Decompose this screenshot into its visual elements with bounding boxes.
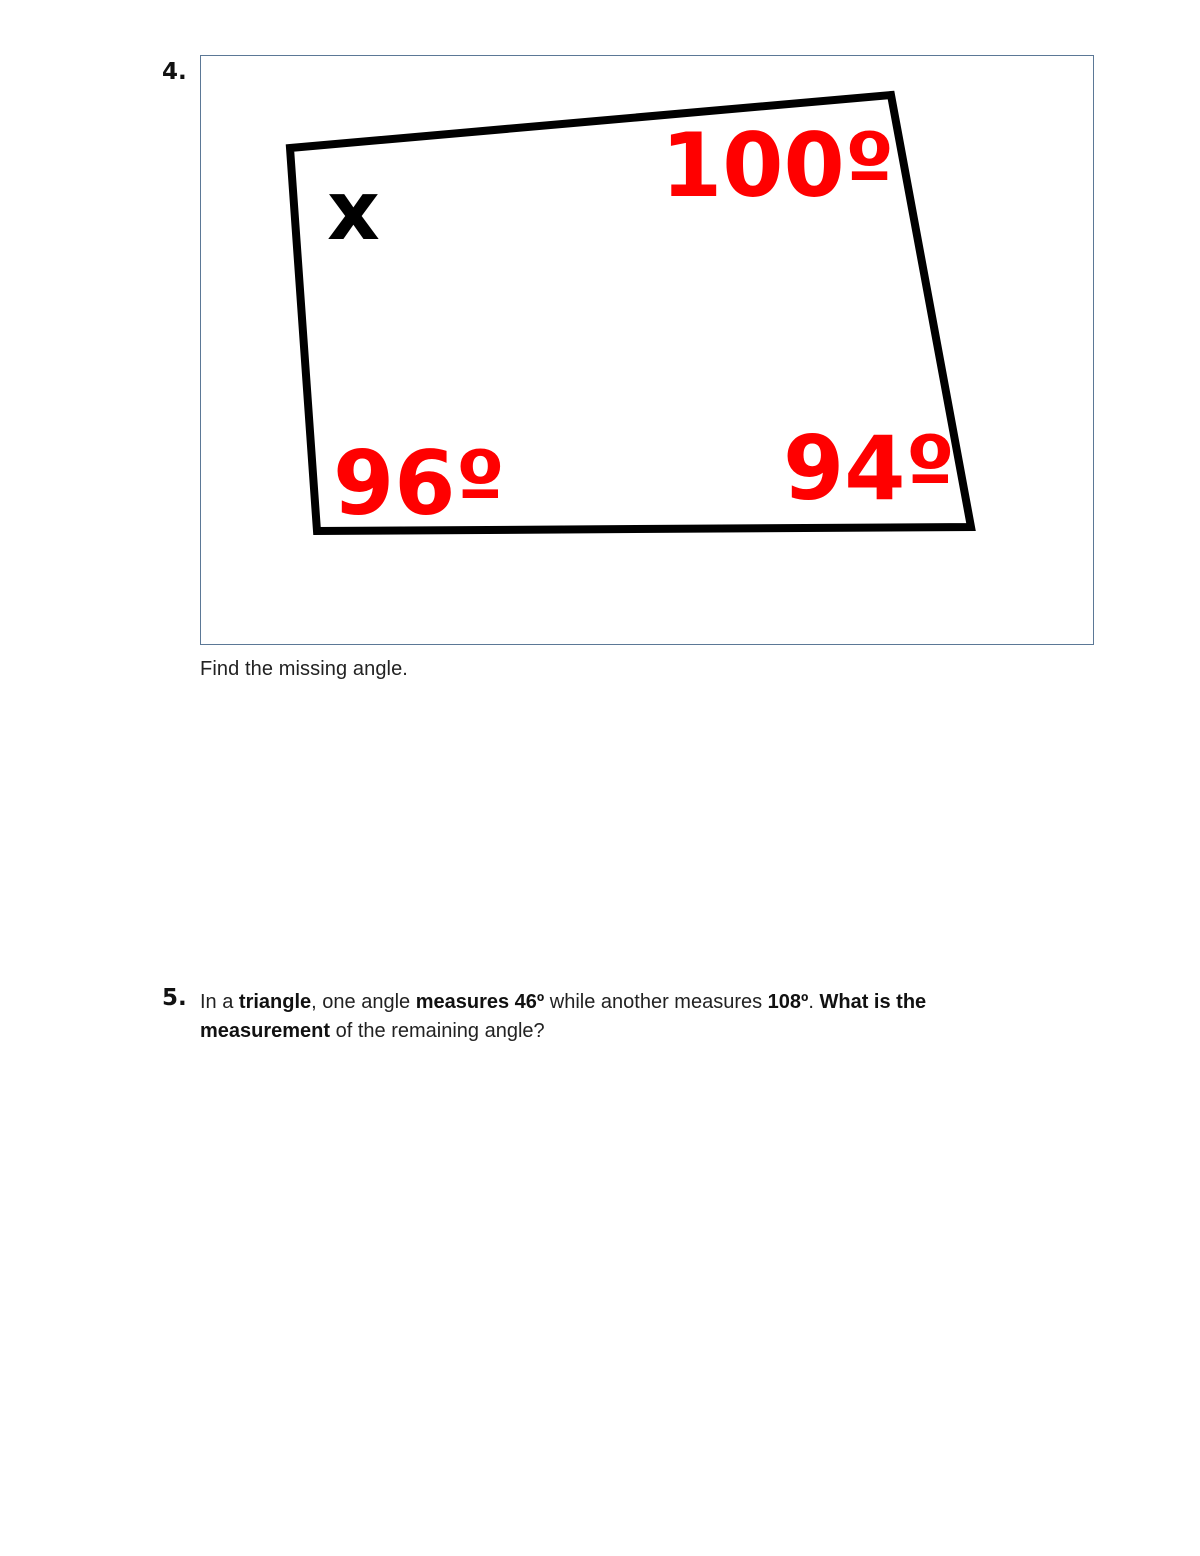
quadrilateral-figure	[200, 55, 1094, 645]
unknown-angle-label: x	[327, 164, 380, 259]
question-4-prompt: Find the missing angle.	[200, 658, 408, 680]
q5-text-part: of the remaining angle?	[330, 1020, 545, 1042]
q5-bold-first-angle: measures 46º	[415, 991, 545, 1013]
q5-text-part: while another measures	[544, 991, 768, 1013]
quadrilateral-diagram	[201, 56, 1093, 644]
question-number-5: 5.	[162, 985, 187, 1011]
q5-bold-question: What is the measurement	[200, 991, 927, 1042]
q5-text-part: In a	[200, 991, 239, 1013]
q5-bold-second-angle: 108º	[767, 991, 809, 1013]
angle-label-top-right: 100º	[661, 114, 895, 217]
angle-label-bottom-right: 94º	[783, 417, 956, 520]
q5-text-part: .	[808, 991, 820, 1013]
q5-text-part: , one angle	[311, 991, 416, 1013]
angle-label-bottom-left: 96º	[333, 432, 506, 535]
question-5-text	[200, 988, 1020, 1046]
q5-bold-triangle: triangle	[238, 991, 312, 1013]
question-number-4: 4.	[162, 59, 187, 85]
